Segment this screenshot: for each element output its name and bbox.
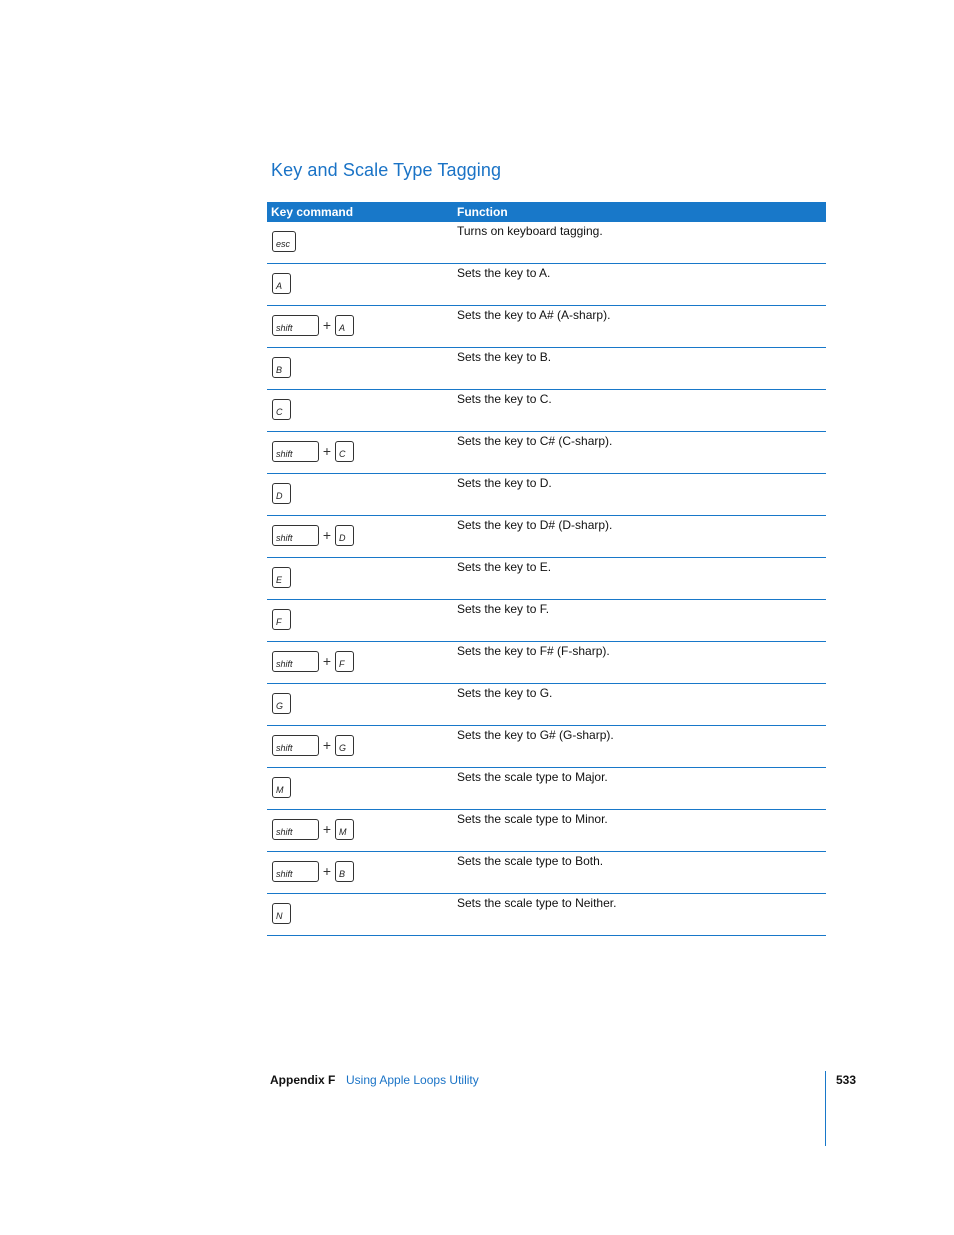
function-description: Sets the scale type to Neither. bbox=[457, 896, 617, 910]
key-combination bbox=[272, 819, 354, 840]
table-row bbox=[267, 264, 826, 306]
function-description: Sets the key to D. bbox=[457, 476, 552, 490]
key-combination bbox=[272, 903, 291, 924]
key-combination bbox=[272, 777, 291, 798]
function-description: Sets the key to D# (D-sharp). bbox=[457, 518, 613, 532]
plus-sign: + bbox=[322, 652, 332, 669]
table-row bbox=[267, 222, 826, 264]
keycap-b-icon: B bbox=[272, 357, 291, 378]
keycap-c-icon: C bbox=[272, 399, 291, 420]
keycap-shift-icon: shift bbox=[272, 441, 319, 462]
key-combination bbox=[272, 483, 291, 504]
keycap-d-icon: D bbox=[272, 483, 291, 504]
function-description: Sets the key to F# (F-sharp). bbox=[457, 644, 610, 658]
keycap-f-icon: F bbox=[272, 609, 291, 630]
keycap-e-icon: E bbox=[272, 567, 291, 588]
table-row bbox=[267, 516, 826, 558]
function-description: Turns on keyboard tagging. bbox=[457, 224, 603, 238]
table-row bbox=[267, 390, 826, 432]
footer-appendix-label: Appendix F bbox=[270, 1073, 336, 1087]
keycap-m-icon: M bbox=[335, 819, 354, 840]
key-combination bbox=[272, 567, 291, 588]
key-combination bbox=[272, 441, 354, 462]
key-combination bbox=[272, 609, 291, 630]
function-description: Sets the scale type to Major. bbox=[457, 770, 608, 784]
keycap-g-icon: G bbox=[335, 735, 354, 756]
keycap-f-icon: F bbox=[335, 651, 354, 672]
table-body bbox=[267, 222, 826, 936]
keycap-shift-icon: shift bbox=[272, 861, 319, 882]
key-combination bbox=[272, 525, 354, 546]
key-combination bbox=[272, 357, 291, 378]
table-row bbox=[267, 600, 826, 642]
function-description: Sets the key to B. bbox=[457, 350, 552, 364]
function-description: Sets the key to A. bbox=[457, 266, 551, 280]
function-description: Sets the key to G# (G-sharp). bbox=[457, 728, 614, 742]
keycap-a-icon: A bbox=[272, 273, 291, 294]
key-combination bbox=[272, 651, 354, 672]
function-description: Sets the key to F. bbox=[457, 602, 550, 616]
table-row bbox=[267, 810, 826, 852]
keycap-shift-icon: shift bbox=[272, 315, 319, 336]
footer-appendix-title[interactable]: Using Apple Loops Utility bbox=[346, 1073, 479, 1087]
key-combination bbox=[272, 399, 291, 420]
plus-sign: + bbox=[322, 442, 332, 459]
keycap-d-icon: D bbox=[335, 525, 354, 546]
header-function: Function bbox=[457, 205, 508, 219]
table-row bbox=[267, 726, 826, 768]
table-row bbox=[267, 348, 826, 390]
function-description: Sets the key to C. bbox=[457, 392, 552, 406]
key-combination bbox=[272, 693, 291, 714]
keycap-esc-icon: esc bbox=[272, 231, 296, 252]
key-combination bbox=[272, 735, 354, 756]
keycap-g-icon: G bbox=[272, 693, 291, 714]
table-row bbox=[267, 852, 826, 894]
table-header bbox=[267, 202, 826, 222]
keycap-shift-icon: shift bbox=[272, 525, 319, 546]
key-combination bbox=[272, 231, 296, 252]
table-row bbox=[267, 684, 826, 726]
function-description: Sets the key to G. bbox=[457, 686, 553, 700]
keycap-n-icon: N bbox=[272, 903, 291, 924]
function-description: Sets the key to A# (A-sharp). bbox=[457, 308, 611, 322]
table-row bbox=[267, 306, 826, 348]
plus-sign: + bbox=[322, 316, 332, 333]
keycap-a-icon: A bbox=[335, 315, 354, 336]
function-description: Sets the key to C# (C-sharp). bbox=[457, 434, 613, 448]
table-row bbox=[267, 474, 826, 516]
table-row bbox=[267, 558, 826, 600]
header-key-command: Key command bbox=[271, 205, 354, 219]
key-combination bbox=[272, 315, 354, 336]
function-description: Sets the key to E. bbox=[457, 560, 552, 574]
function-description: Sets the scale type to Both. bbox=[457, 854, 604, 868]
plus-sign: + bbox=[322, 820, 332, 837]
keycap-m-icon: M bbox=[272, 777, 291, 798]
table-row bbox=[267, 432, 826, 474]
key-command-table bbox=[267, 202, 826, 936]
key-combination bbox=[272, 861, 354, 882]
keycap-b-icon: B bbox=[335, 861, 354, 882]
keycap-shift-icon: shift bbox=[272, 819, 319, 840]
table-row bbox=[267, 642, 826, 684]
table-row bbox=[267, 768, 826, 810]
table-row bbox=[267, 894, 826, 936]
plus-sign: + bbox=[322, 736, 332, 753]
footer-divider bbox=[825, 1071, 826, 1146]
function-description: Sets the scale type to Minor. bbox=[457, 812, 608, 826]
keycap-c-icon: C bbox=[335, 441, 354, 462]
keycap-shift-icon: shift bbox=[272, 735, 319, 756]
page-number: 533 bbox=[836, 1073, 857, 1087]
keycap-shift-icon: shift bbox=[272, 651, 319, 672]
plus-sign: + bbox=[322, 526, 332, 543]
plus-sign: + bbox=[322, 862, 332, 879]
key-combination bbox=[272, 273, 291, 294]
page-title: Key and Scale Type Tagging bbox=[271, 160, 502, 180]
